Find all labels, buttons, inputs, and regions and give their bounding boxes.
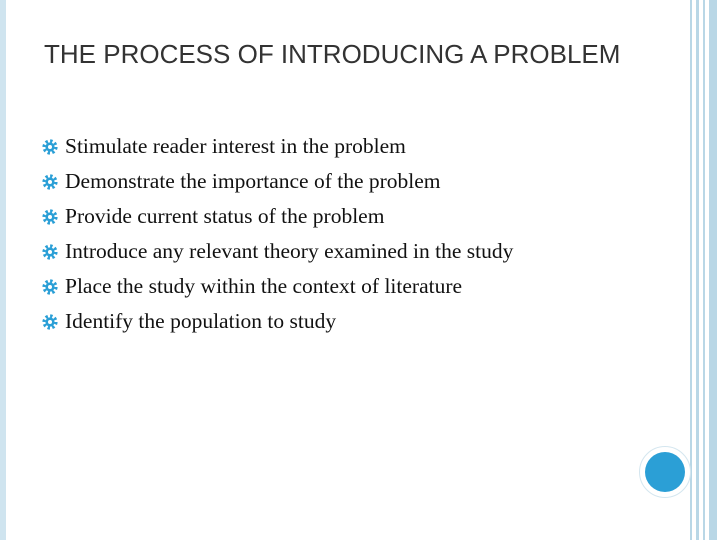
slide-left-edge [0, 0, 6, 540]
bullet-text: Demonstrate the importance of the problem [65, 169, 441, 193]
gear-icon [42, 279, 58, 295]
bullet-item [42, 304, 662, 339]
decorative-rail-line [709, 0, 717, 540]
gear-icon [42, 244, 58, 260]
bullet-text: Provide current status of the problem [65, 204, 385, 228]
bullet-item [42, 129, 662, 164]
slide-title: THE PROCESS OF INTRODUCING A PROBLEM [44, 39, 621, 69]
decorative-circle-dot [645, 452, 685, 492]
gear-icon [42, 209, 58, 225]
bullet-item [42, 199, 662, 234]
bullet-text: Identify the population to study [65, 309, 337, 333]
gear-icon [42, 174, 58, 190]
bullet-item [42, 234, 662, 269]
bullet-text: Introduce any relevant theory examined in the study [65, 239, 514, 263]
bullet-item [42, 269, 662, 304]
bullet-item [42, 164, 662, 199]
bullet-list [42, 129, 662, 339]
gear-icon [42, 314, 58, 330]
decorative-rail-line [703, 0, 705, 540]
decorative-rail-line [690, 0, 692, 540]
bullet-text: Place the study within the context of literature [65, 274, 463, 298]
gear-icon [42, 139, 58, 155]
decorative-rail-line [696, 0, 699, 540]
bullet-text: Stimulate reader interest in the problem [65, 134, 406, 158]
